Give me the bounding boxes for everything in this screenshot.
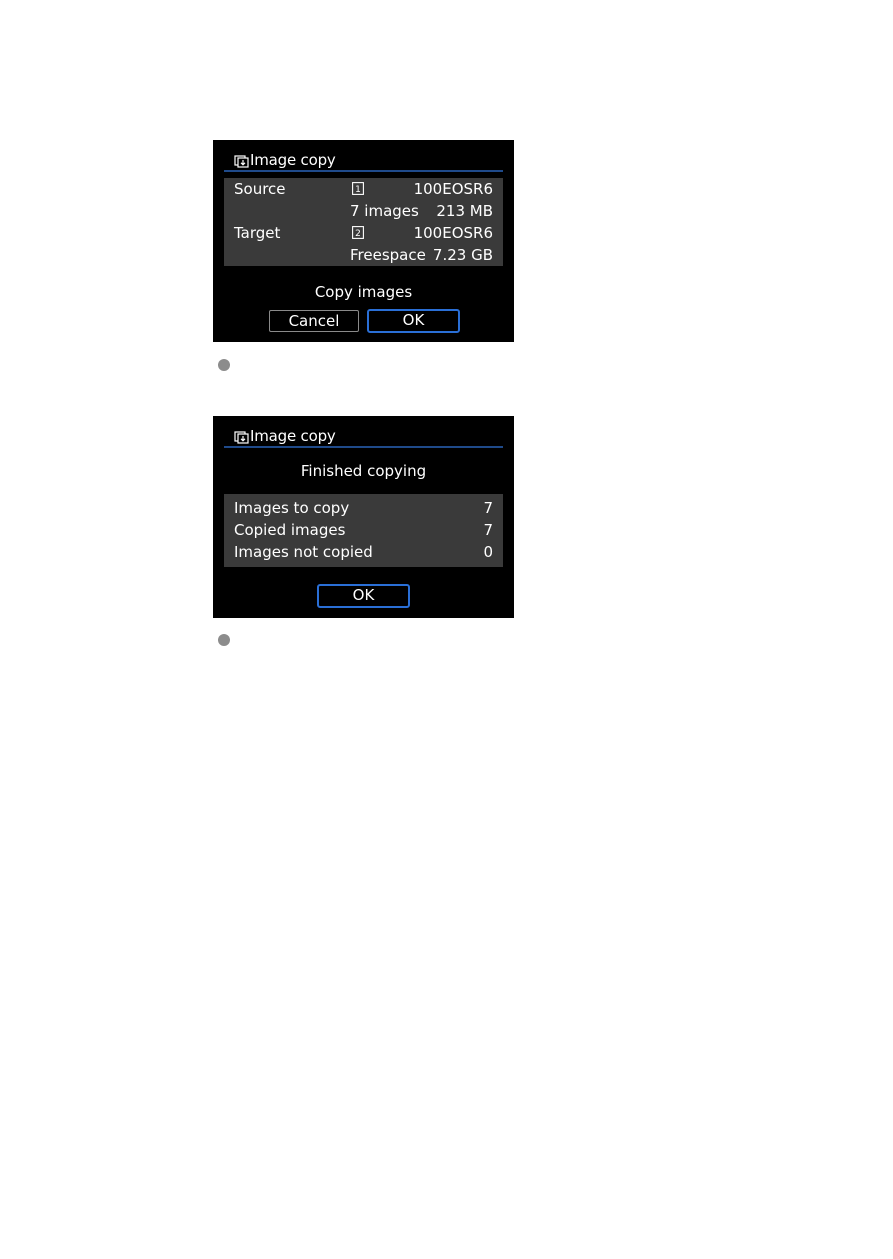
- source-label: Source: [234, 180, 286, 198]
- copy-info-panel: [224, 178, 503, 266]
- screen-title: Image copy: [250, 427, 336, 445]
- source-detail-row: [224, 200, 503, 222]
- target-label: Target: [234, 224, 281, 242]
- result-row: [224, 519, 503, 541]
- cancel-button[interactable]: Cancel: [269, 310, 359, 332]
- result-label: Copied images: [234, 521, 346, 539]
- image-copy-result-screen: [213, 416, 514, 618]
- image-size: 213 MB: [436, 202, 493, 220]
- bullet-icon: [218, 359, 230, 371]
- result-label: Images not copied: [234, 543, 373, 561]
- title-bar: [224, 150, 503, 172]
- bullet-icon: [218, 634, 230, 646]
- result-row: [224, 497, 503, 519]
- svg-text:2: 2: [355, 229, 361, 239]
- result-value: 0: [483, 543, 493, 561]
- title-bar: [224, 426, 503, 448]
- screen-title: Image copy: [250, 151, 336, 169]
- freespace-value: 7.23 GB: [432, 246, 493, 264]
- source-folder: 100EOSR6: [413, 180, 493, 198]
- result-value: 7: [483, 521, 493, 539]
- result-value: 7: [483, 499, 493, 517]
- image-copy-confirm-screen: [213, 140, 514, 342]
- image-copy-icon: [234, 153, 249, 168]
- ok-button[interactable]: OK: [367, 309, 460, 333]
- image-count: 7 images: [350, 202, 419, 220]
- target-folder: 100EOSR6: [413, 224, 493, 242]
- card-slot-2-icon: [352, 226, 364, 239]
- target-detail-row: [224, 244, 503, 266]
- result-row: [224, 541, 503, 563]
- freespace-label: Freespace: [350, 246, 426, 264]
- copy-result-panel: [224, 494, 503, 567]
- status-message: Finished copying: [300, 462, 427, 480]
- result-label: Images to copy: [234, 499, 350, 517]
- target-row: [224, 222, 503, 244]
- image-copy-icon: [234, 429, 249, 444]
- source-row: [224, 178, 503, 200]
- svg-text:1: 1: [355, 185, 361, 195]
- card-slot-1-icon: [352, 182, 364, 195]
- ok-button[interactable]: OK: [317, 584, 410, 608]
- copy-prompt: Copy images: [314, 283, 413, 301]
